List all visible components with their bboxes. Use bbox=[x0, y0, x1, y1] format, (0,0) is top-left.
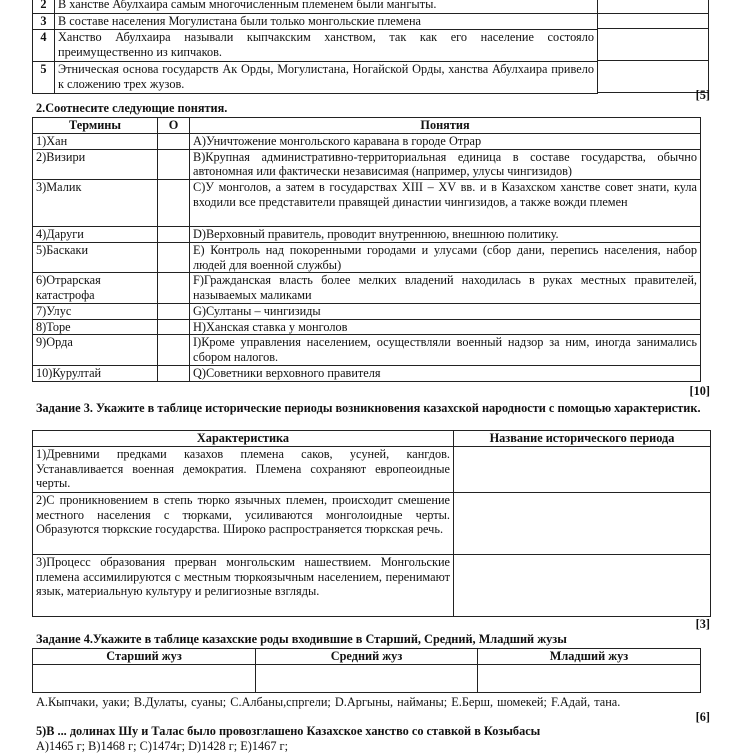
header-answer: О bbox=[158, 118, 190, 134]
score-task2: [10] bbox=[689, 384, 710, 398]
concept: Q)Советники верховного правителя bbox=[190, 365, 701, 381]
answer-cell[interactable] bbox=[158, 273, 190, 304]
row-number: 2 bbox=[33, 0, 55, 14]
table-header-row bbox=[33, 118, 701, 134]
concept: I)Кроме управления населением, осуществляли военный надзор за ним, иногда занимались сбором налогов. bbox=[190, 335, 701, 366]
term: 6)Отрарская катастрофа bbox=[33, 273, 158, 304]
table-row bbox=[33, 492, 711, 554]
score-task3: [3] bbox=[695, 617, 710, 631]
answer-cell[interactable] bbox=[158, 180, 190, 227]
concept: D)Верховный правитель, проводит внутреннюю, внешнюю политику. bbox=[190, 227, 701, 243]
concept: B)Крупная административно-территориальная единица в составе государства, обычно автономная или фактически независимая (например, улусы чингизидов) bbox=[190, 149, 701, 180]
characteristic-text: 2)С проникновением в степь тюрко язычных племен, происходит смешение местного населения с тюрками, усиливаются монголоидные черты. Образуются тюркские государства. Широко распространяется тюркская речь. bbox=[33, 492, 454, 554]
junior-zhuz-answer[interactable] bbox=[478, 664, 701, 692]
task5-title: 5)В ... долинах Шу и Талас было провозглашено Казахское ханство со ставкой в Козыбасы bbox=[36, 724, 541, 738]
header-senior-zhuz: Старший жуз bbox=[33, 649, 256, 665]
table-row bbox=[33, 133, 701, 149]
term: 10)Курултай bbox=[33, 365, 158, 381]
answer-cell[interactable] bbox=[158, 133, 190, 149]
score-task4: [6] bbox=[695, 710, 710, 724]
senior-zhuz-answer[interactable] bbox=[33, 664, 256, 692]
characteristic-text: 1)Древними предками казахов племена саков, усуней, кангдов. Устанавливается военная демократия. Племена сохраняют европеоидные черты. bbox=[33, 446, 454, 492]
answer-cell[interactable] bbox=[158, 227, 190, 243]
statements-table bbox=[32, 0, 598, 94]
table-row bbox=[33, 14, 598, 30]
table-row bbox=[33, 319, 701, 335]
table-row bbox=[33, 149, 701, 180]
task2-title: 2.Соотнесите следующие понятия. bbox=[36, 101, 228, 115]
concept: C)У монголов, а затем в государствах XIII – XV вв. и в Казахском ханстве совет знати, кула входили все представители правящей династии чингизидов, а также вожди племен bbox=[190, 180, 701, 227]
term: 9)Орда bbox=[33, 335, 158, 366]
term: 8)Торе bbox=[33, 319, 158, 335]
task3-title: Задание 3. Укажите в таблице исторические периоды возникновения казахской народности с помощью характеристик. bbox=[36, 401, 701, 415]
concept: E) Контроль над покоренными городами и улусами (сбор дани, перепись населения, набор людей для военной службы) bbox=[190, 242, 701, 273]
answer-cell[interactable] bbox=[598, 14, 709, 29]
table-row bbox=[33, 273, 701, 304]
terms-table bbox=[32, 117, 701, 382]
answer-cell[interactable] bbox=[598, 29, 709, 61]
header-period: Название исторического периода bbox=[454, 431, 711, 447]
concept: A)Уничтожение монгольского каравана в городе Отрар bbox=[190, 133, 701, 149]
table-row bbox=[33, 664, 701, 692]
characteristic-text: 3)Процесс образования прерван монгольским нашествием. Монгольские племена ассимилируются с местным тюркоязычным населением, перенимают язык, материальную культуру и религиозные взгляды. bbox=[33, 554, 454, 616]
term: 4)Даруги bbox=[33, 227, 158, 243]
table-row bbox=[33, 0, 598, 14]
statement-text: В составе населения Могулистана были только монгольские племена bbox=[55, 14, 598, 30]
statement-text: Этническая основа государств Ак Орды, Могулистана, Ногайской Орды, ханства Абулхаира привело к сложению трех жузов. bbox=[55, 61, 598, 93]
statement-text: В ханстве Абулхаира самым многочисленным племенем были мангыты. bbox=[55, 0, 598, 14]
periods-table bbox=[32, 430, 711, 617]
table-row bbox=[33, 335, 701, 366]
header-characteristic: Характеристика bbox=[33, 431, 454, 447]
term: 2)Визири bbox=[33, 149, 158, 180]
period-answer-cell[interactable] bbox=[454, 446, 711, 492]
header-junior-zhuz: Младший жуз bbox=[478, 649, 701, 665]
task4-title: Задание 4.Укажите в таблице казахские роды входившие в Старший, Средний, Младший жузы bbox=[36, 632, 567, 646]
middle-zhuz-answer[interactable] bbox=[256, 664, 478, 692]
table-row bbox=[33, 29, 598, 61]
answer-cell[interactable] bbox=[158, 365, 190, 381]
concept: F)Гражданская власть более мелких владений находилась в руках местных правителей, называемых маликами bbox=[190, 273, 701, 304]
answer-cell[interactable] bbox=[598, 0, 709, 14]
row-number: 5 bbox=[33, 61, 55, 93]
term: 5)Баскаки bbox=[33, 242, 158, 273]
header-middle-zhuz: Средний жуз bbox=[256, 649, 478, 665]
table-row bbox=[33, 303, 701, 319]
table-row bbox=[33, 554, 711, 616]
period-answer-cell[interactable] bbox=[454, 554, 711, 616]
table-header-row bbox=[33, 431, 711, 447]
zhuz-table bbox=[32, 648, 701, 693]
period-answer-cell[interactable] bbox=[454, 492, 711, 554]
row-number: 3 bbox=[33, 14, 55, 30]
table-row bbox=[33, 242, 701, 273]
table-row bbox=[33, 446, 711, 492]
answer-cell[interactable] bbox=[158, 335, 190, 366]
table-row bbox=[33, 180, 701, 227]
header-concepts: Понятия bbox=[190, 118, 701, 134]
term: 7)Улус bbox=[33, 303, 158, 319]
table-row bbox=[33, 227, 701, 243]
answer-cell[interactable] bbox=[158, 149, 190, 180]
statements-answer-column bbox=[597, 0, 709, 93]
concept: G)Султаны – чингизиды bbox=[190, 303, 701, 319]
answer-cell[interactable] bbox=[158, 303, 190, 319]
header-terms: Термины bbox=[33, 118, 158, 134]
term: 3)Малик bbox=[33, 180, 158, 227]
answer-cell[interactable] bbox=[158, 242, 190, 273]
term: 1)Хан bbox=[33, 133, 158, 149]
answer-cell[interactable] bbox=[158, 319, 190, 335]
answer-cell[interactable] bbox=[598, 61, 709, 93]
statement-text: Ханство Абулхаира называли кыпчакским ханством, так как его население состояло преимущественно из кипчаков. bbox=[55, 29, 598, 61]
row-number: 4 bbox=[33, 29, 55, 61]
task5-options: A)1465 г; B)1468 г; C)1474г; D)1428 г; E)1467 г; bbox=[36, 739, 289, 753]
concept: H)Ханская ставка у монголов bbox=[190, 319, 701, 335]
table-row bbox=[33, 61, 598, 93]
table-header-row bbox=[33, 649, 701, 665]
task4-options: A.Кыпчаки, уаки; B.Дулаты, суаны; C.Албаны,спргели; D.Аргыны, найманы; E.Берш, шомекей; F.Адай, тана. bbox=[36, 695, 621, 709]
score-task1: [5] bbox=[695, 88, 710, 102]
table-row bbox=[33, 365, 701, 381]
